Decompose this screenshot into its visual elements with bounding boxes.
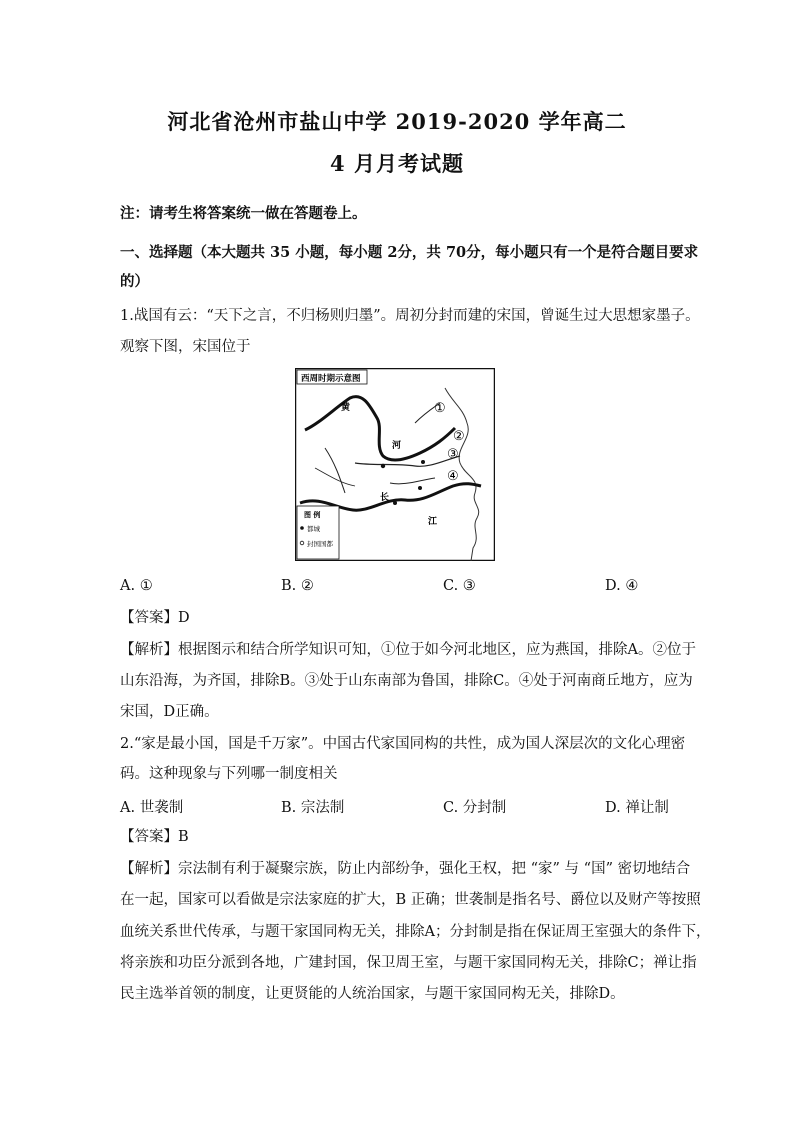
map-marker-3: ③ [447,447,459,462]
q1-analysis-line: 【解析】根据图示和结合所学知识可知，①位于如今河北地区，应为燕国，排除A。②位于 [120,642,696,658]
q1-stem-line2: 观察下图，宋国位于 [120,339,251,355]
q1-option-c: C. ③ [443,578,476,594]
q1-stem-line1: 1.战国有云：“天下之言，不归杨则归墨”。周初分封而建的宋国，曾诞生过大思想家墨子。 [120,308,700,324]
q2-analysis-line: 民主选举首领的制度，让更贤能的人统治国家，与题干家国同构无关，排除D。 [120,986,625,1002]
map-river-label: 黄 [341,403,351,413]
map-river-label: 江 [428,517,438,527]
section-heading-line2: 的） [120,273,149,290]
q2-option-b: B. 宗法制 [281,800,345,816]
q2-analysis-line: 将亲族和功臣分派到各地，广建封国，保卫周王室，与题干家国同构无关，排除C；禅让指 [120,955,697,971]
q1-answer: 【答案】D [120,610,190,626]
q2-analysis-line: 在一起，国家可以看做是宗法家庭的扩大，B 正确；世袭制是指名号、爵位以及财产等按照 [120,892,701,908]
exam-title-line2: 4 月月考试题 [330,151,464,176]
q2-analysis-line: 【解析】宗法制有利于凝聚宗族，防止内部纷争，强化王权，把 “家” 与 “国” 密切地结合 [120,861,691,877]
map-legend-item: 都城 [307,525,320,533]
q1-option-d: D. ④ [605,578,639,594]
q1-option-b: B. ② [281,578,314,594]
map-river-label: 河 [392,441,402,451]
q1-analysis-line: 宋国，D正确。 [120,704,219,720]
q1-analysis-line: 山东沿海，为齐国，排除B。③处于山东南部为鲁国，排除C。④处于河南商丘地方，应为 [120,673,693,689]
map-legend-item: 封国国都 [307,540,333,548]
exam-note: 注：请考生将答案统一做在答题卷上。 [120,205,367,222]
section-heading-line1: 一、选择题（本大题共 35 小题，每小题 2分，共 70分，每小题只有一个是符合题目要求 [120,244,699,261]
q2-analysis-line: 血统关系世代传承，与题干家国同构无关，排除A；分封制是指在保证周王室强大的条件下， [120,924,711,940]
map-legend-title: 图 例 [304,510,321,519]
western-zhou-map [295,368,495,561]
exam-title-line1: 河北省沧州市盐山中学 2019-2020 学年高二 [167,109,627,134]
map-marker-2: ② [453,429,465,444]
q1-option-a: A. ① [120,578,153,594]
q2-option-c: C. 分封制 [443,800,507,816]
map-marker-4: ④ [447,469,459,484]
q2-option-d: D. 禅让制 [605,800,669,816]
map-title: 西周时期示意图 [301,374,361,384]
q2-stem-line1: 2.“家是最小国，国是千万家”。中国古代家国同构的共性，成为国人深层次的文化心理密 [120,736,686,752]
q2-option-a: A. 世袭制 [120,800,184,816]
q2-stem-line2: 码。这种现象与下列哪一制度相关 [120,766,338,782]
map-marker-1: ① [434,401,446,416]
map-river-label: 长 [380,493,390,503]
q2-answer: 【答案】B [120,829,189,845]
